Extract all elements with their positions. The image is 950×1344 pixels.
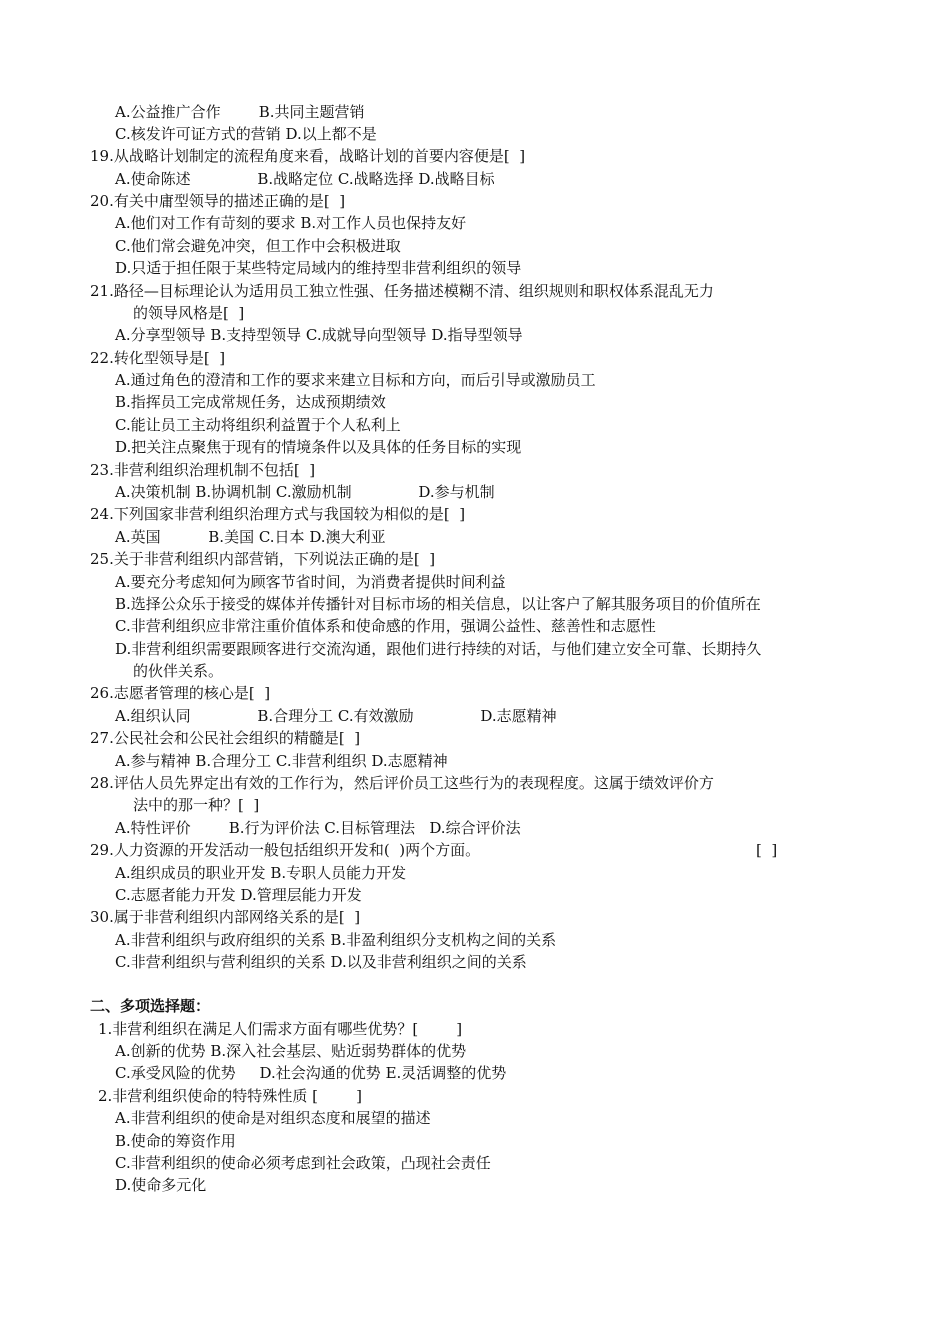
option-line: C.能让员工主动将组织利益置于个人私利上	[115, 416, 401, 434]
option-line: C.非营利组织应非常注重价值体系和使命感的作用，强调公益性、慈善性和志愿性	[115, 617, 656, 635]
option-line-continued: 的伙伴关系。	[133, 662, 224, 680]
option-line: A.特性评价 B.行为评价法 C.目标管理法 D.综合评价法	[115, 819, 521, 837]
option-line: A.要充分考虑知何为顾客节省时间，为消费者提供时间利益	[115, 573, 506, 591]
option-line: B.使命的筹资作用	[115, 1132, 236, 1150]
question-19: 19.从战略计划制定的流程角度来看，战略计划的首要内容便是[ ]	[90, 147, 526, 165]
question-21-continued: 的领导风格是[ ]	[133, 304, 245, 322]
option-line: A.通过角色的澄清和工作的要求来建立目标和方向，而后引导或激励员工	[115, 371, 596, 389]
option-line: A.非营利组织与政府组织的关系 B.非盈利组织分支机构之间的关系	[115, 931, 557, 949]
option-line: A.创新的优势 B.深入社会基层、贴近弱势群体的优势	[115, 1042, 467, 1060]
question-21: 21.路径—目标理论认为适用员工独立性强、任务描述模糊不清、组织规则和职权体系混乱无力	[90, 282, 714, 300]
option-line: A.英国 B.美国 C.日本 D.澳大利亚	[115, 528, 386, 546]
option-line: B.指挥员工完成常规任务，达成预期绩效	[115, 393, 386, 411]
option-line: D.只适于担任限于某些特定局域内的维持型非营利组织的领导	[115, 259, 522, 277]
question-24: 24.下列国家非营利组织治理方式与我国较为相似的是[ ]	[90, 505, 466, 523]
option-line: A.组织成员的职业开发 B.专职人员能力开发	[115, 864, 407, 882]
answer-bracket: [ ]	[756, 841, 778, 859]
option-line: A.分享型领导 B.支持型领导 C.成就导向型领导 D.指导型领导	[115, 326, 523, 344]
option-line: C.核发许可证方式的营销 D.以上都不是	[115, 125, 377, 143]
option-line: A.决策机制 B.协调机制 C.激励机制 D.参与机制	[115, 483, 495, 501]
option-line: C.非营利组织与营利组织的关系 D.以及非营利组织之间的关系	[115, 953, 527, 971]
option-line: A.他们对工作有苛刻的要求 B.对工作人员也保持友好	[115, 214, 467, 232]
question-28-continued: 法中的那一种？[ ]	[133, 796, 260, 814]
option-line: B.选择公众乐于接受的媒体并传播针对目标市场的相关信息，以让客户了解其服务项目的价值所在	[115, 595, 761, 613]
option-line: A.组织认同 B.合理分工 C.有效激励 D.志愿精神	[115, 707, 557, 725]
question-26: 26.志愿者管理的核心是[ ]	[90, 684, 271, 702]
option-line: C.志愿者能力开发 D.管理层能力开发	[115, 886, 362, 904]
question-28: 28.评估人员先界定出有效的工作行为，然后评价员工这些行为的表现程度。这属于绩效评价方	[90, 774, 714, 792]
question-27: 27.公民社会和公民社会组织的精髓是[ ]	[90, 729, 361, 747]
question-m2: 2.非营利组织使命的特特殊性质 [ ]	[98, 1087, 362, 1105]
option-line: C.承受风险的优势 D.社会沟通的优势 E.灵活调整的优势	[115, 1064, 507, 1082]
option-line: D.把关注点聚焦于现有的情境条件以及具体的任务目标的实现	[115, 438, 522, 456]
option-line: C.他们常会避免冲突，但工作中会积极进取	[115, 237, 401, 255]
question-30: 30.属于非营利组织内部网络关系的是[ ]	[90, 908, 361, 926]
question-23: 23.非营利组织治理机制不包括[ ]	[90, 461, 316, 479]
option-line: D.非营利组织需要跟顾客进行交流沟通，跟他们进行持续的对话，与他们建立安全可靠、长期持久	[115, 640, 762, 658]
question-25: 25.关于非营利组织内部营销，下列说法正确的是[ ]	[90, 550, 436, 568]
option-line: A.非营利组织的使命是对组织态度和展望的描述	[115, 1109, 431, 1127]
option-line: C.非营利组织的使命必须考虑到社会政策，凸现社会责任	[115, 1154, 491, 1172]
section-heading: 二、多项选择题：	[90, 997, 211, 1015]
option-line: A.参与精神 B.合理分工 C.非营利组织 D.志愿精神	[115, 752, 448, 770]
option-line: A.使命陈述 B.战略定位 C.战略选择 D.战略目标	[115, 170, 495, 188]
question-m1: 1.非营利组织在满足人们需求方面有哪些优势？[ ]	[98, 1020, 463, 1038]
option-line: A.公益推广合作 B.共同主题营销	[115, 103, 365, 121]
option-line: D.使命多元化	[115, 1176, 207, 1194]
question-22: 22.转化型领导是[ ]	[90, 349, 226, 367]
question-20: 20.有关中庸型领导的描述正确的是[ ]	[90, 192, 346, 210]
question-29: 29.人力资源的开发活动一般包括组织开发和( )两个方面。	[90, 841, 481, 859]
